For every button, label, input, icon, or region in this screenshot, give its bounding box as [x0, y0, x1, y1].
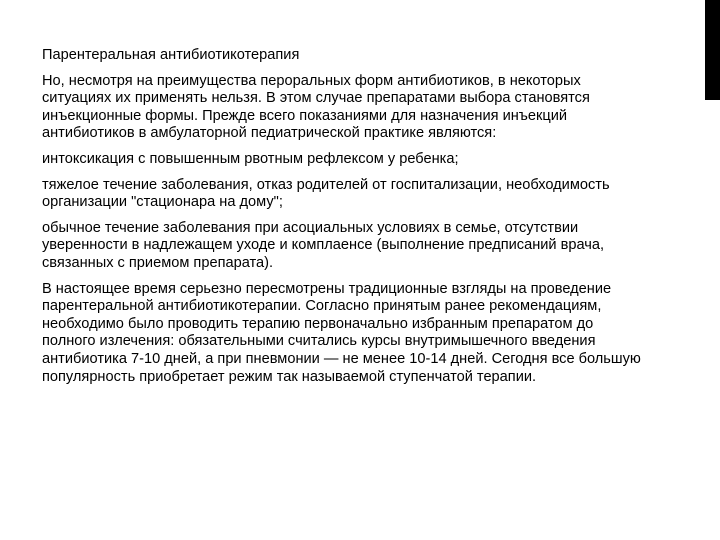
paragraph-intro: Но, несмотря на преимущества пероральных форм антибиотиков, в некоторых ситуациях их применять нельзя. В этом случае препаратами выбора становятся инъекционные формы. Прежде всего показаниями для назначения инъекций антибиотиков в амбулаторной педиатрической практике являются:: [42, 72, 590, 142]
paragraph-indication-3: обычное течение заболевания при асоциальных условиях в семье, отсутствии уверенности в надлежащем уходе и комплаенсе (выполнение предписаний врача, связанных с приемом препарата).: [42, 219, 605, 271]
paragraph-indication-2: тяжелое течение заболевания, отказ родителей от госпитализации, необходимость организации "стационара на дому";: [42, 176, 610, 211]
slide-title: Парентеральная антибиотикотерапия: [42, 47, 300, 63]
paragraph-indication-1: интоксикация с повышенным рвотным рефлексом у ребенка;: [42, 150, 459, 167]
slide-content: [42, 47, 642, 386]
accent-bar: [705, 0, 720, 100]
paragraph-conclusion: В настоящее время серьезно пересмотрены традиционные взгляды на проведение парентеральной антибиотикотерапии. Согласно принятым ранее рекомендациям, необходимо было проводить терапию первоначально избранным препаратом до полного излечения: обязательными считались курсы внутримышечного введения антибиотика 7-10 дней, а при пневмонии — не менее 10-14 дней. Сегодня все большую популярность приобретает режим так называемой ступенчатой терапии.: [42, 280, 641, 385]
